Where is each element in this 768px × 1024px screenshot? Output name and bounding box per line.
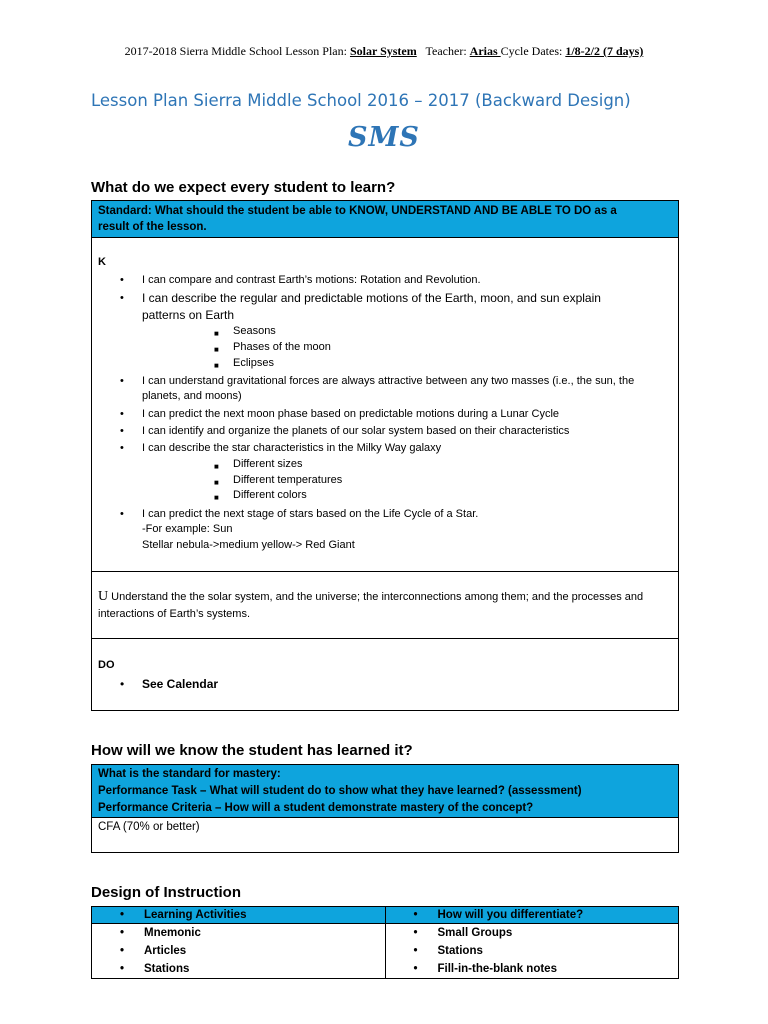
- standard-header-cell: [91, 200, 679, 238]
- page-title: Lesson Plan Sierra Middle School 2016 – 2017 (Backward Design): [91, 91, 631, 110]
- k-subitem: Eclipses: [233, 357, 274, 369]
- k-cell: [91, 237, 679, 572]
- header-cycle-label: Cycle Dates:: [500, 44, 566, 58]
- design-instruction-table: [91, 906, 679, 979]
- do-item: See Calendar: [142, 677, 219, 691]
- mastery-line2: Performance Task – What will student do to show what they have learned? (assessment): [98, 785, 582, 797]
- mastery-line1: What is the standard for mastery:: [98, 768, 281, 780]
- bullet: •: [120, 408, 124, 420]
- list-item: • Articles: [120, 945, 187, 957]
- k-item: I can identify and organize the planets of our solar system based on their characteristics: [142, 425, 570, 437]
- u-cell: [91, 571, 679, 639]
- header-cycle: 1/8-2/2 (7 days): [565, 44, 644, 58]
- bullet: •: [120, 274, 124, 286]
- k-item: I can describe the regular and predictable motions of the Earth, moon, and sun explain: [142, 291, 601, 305]
- list-item: • Stations: [413, 945, 483, 957]
- sms-logo: SMS: [348, 122, 420, 153]
- header-teacher-label: Teacher:: [416, 44, 470, 58]
- list-item: • Fill-in-the-blank notes: [413, 963, 557, 975]
- square-bullet: ■: [214, 345, 219, 354]
- bullet: •: [120, 909, 125, 921]
- bullet: •: [120, 292, 124, 304]
- mastery-header-cell: [91, 764, 679, 818]
- col1-cell: [92, 924, 386, 979]
- list-item: • Stations: [120, 963, 190, 975]
- cfa-cell: [91, 817, 679, 853]
- k-item: I can predict the next stage of stars based on the Life Cycle of a Star.: [142, 508, 479, 520]
- do-label: DO: [98, 659, 115, 671]
- list-item: • Small Groups: [413, 927, 513, 939]
- square-bullet: ■: [214, 478, 219, 487]
- do-cell: [91, 638, 679, 711]
- k-item: patterns on Earth: [142, 308, 235, 322]
- cfa-text: CFA (70% or better): [98, 821, 200, 833]
- standard-line1: Standard: What should the student be able to KNOW, UNDERSTAND AND BE ABLE TO DO as a: [98, 205, 617, 217]
- u-line1: [98, 589, 643, 606]
- document-header: [0, 44, 768, 59]
- section3-heading: Design of Instruction: [91, 884, 241, 901]
- header-prefix: 2017-2018 Sierra Middle School Lesson Plan:: [124, 44, 350, 58]
- bullet: •: [413, 909, 418, 921]
- k-item: I can predict the next moon phase based on predictable motions during a Lunar Cycle: [142, 408, 560, 420]
- section2-heading: How will we know the student has learned it?: [91, 742, 413, 759]
- bullet: •: [120, 508, 124, 520]
- section1-heading: What do we expect every student to learn?: [91, 179, 396, 196]
- k-item: I can understand gravitational forces are always attractive between any two masses (i.e., the sun, the: [142, 375, 635, 387]
- k-subitem: Different colors: [233, 489, 307, 501]
- k-item: -For example: Sun: [142, 523, 233, 535]
- col1-header-cell: [92, 907, 386, 924]
- list-item: • Mnemonic: [120, 927, 201, 939]
- square-bullet: ■: [214, 462, 219, 471]
- col2-cell: [385, 924, 679, 979]
- k-item: Stellar nebula->medium yellow-> Red Giant: [142, 539, 355, 551]
- k-subitem: Phases of the moon: [233, 341, 331, 353]
- square-bullet: ■: [214, 493, 219, 502]
- square-bullet: ■: [214, 329, 219, 338]
- col1-header: Learning Activities: [144, 909, 247, 921]
- table-header-row: [92, 907, 679, 924]
- k-item: I can compare and contrast Earth’s motions: Rotation and Revolution.: [142, 274, 481, 286]
- k-subitem: Different sizes: [233, 458, 303, 470]
- col2-header-cell: [385, 907, 679, 924]
- k-subitem: Seasons: [233, 325, 276, 337]
- table-row: [92, 924, 679, 979]
- header-subject: Solar System: [349, 44, 417, 58]
- u-label: U: [98, 589, 109, 604]
- k-subitem: Different temperatures: [233, 474, 343, 486]
- k-item: I can describe the star characteristics in the Milky Way galaxy: [142, 442, 442, 454]
- k-item: planets, and moons): [142, 390, 242, 402]
- bullet: •: [120, 375, 124, 387]
- u-text1: Understand the the solar system, and the universe; the interconnections among them; and the processes and: [108, 591, 644, 603]
- bullet: •: [120, 677, 125, 691]
- standard-line2: result of the lesson.: [98, 221, 207, 233]
- bullet: •: [120, 425, 124, 437]
- mastery-line3: Performance Criteria – How will a student demonstrate mastery of the concept?: [98, 802, 534, 814]
- header-teacher: Arias: [469, 44, 501, 58]
- col2-header: How will you differentiate?: [437, 909, 584, 921]
- u-line2: interactions of Earth’s systems.: [98, 608, 251, 620]
- square-bullet: ■: [214, 361, 219, 370]
- k-label: K: [98, 256, 106, 268]
- bullet: •: [120, 442, 124, 454]
